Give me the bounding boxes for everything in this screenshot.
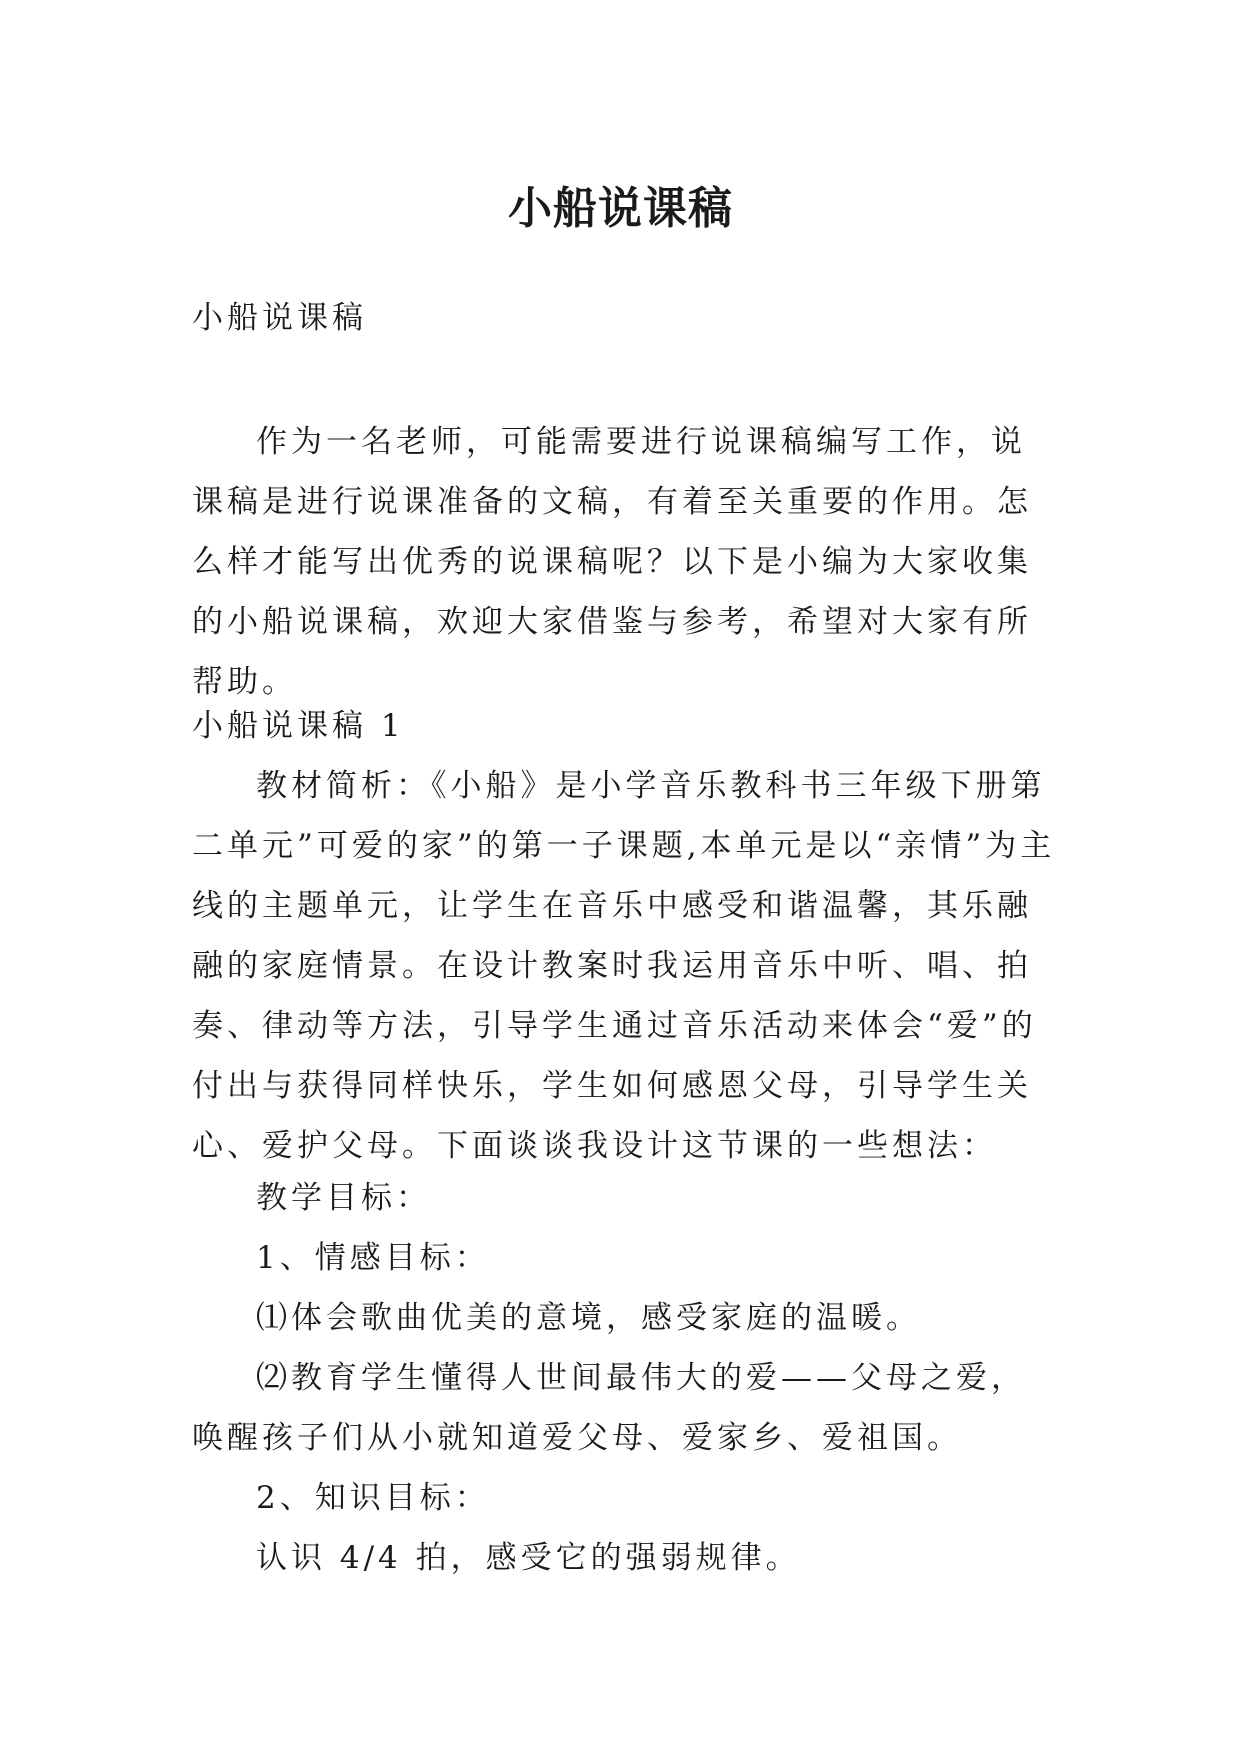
emotion-goal-heading: 1、情感目标： [256,1240,490,1276]
emotion-goal-item: ⑴体会歌曲优美的意境，感受家庭的温暖。 [256,1300,921,1336]
intro-paragraph: 作为一名老师，可能需要进行说课稿编写工作，说课稿是进行说课准备的文稿，有着至关重要的作用。怎么样才能写出优秀的说课稿呢？以下是小编为大家收集的小船说课稿，欢迎大家借鉴与参考，希望对大家有所帮助。 [192,424,1032,700]
material-analysis-paragraph: 教材简析：《小船》是小学音乐教科书三年级下册第二单元”可爱的家”的第一子课题,本单元是以“亲情”为主线的主题单元，让学生在音乐中感受和谐温馨，其乐融融的家庭情景。在设计教案时我运用音乐中听、唱、拍奏、律动等方法，引导学生通过音乐活动来体会“爱”的付出与获得同样快乐，学生如何感恩父母，引导学生关心、爱护父母。下面谈谈我设计这节课的一些想法： [192,768,1056,1164]
document-title: 小船说课稿 [508,183,733,235]
document-subtitle: 小船说课稿 [192,300,367,336]
section-heading: 小船说课稿 1 [192,708,405,744]
knowledge-goal-item: 认识 4/4 拍，感受它的强弱规律。 [256,1540,801,1576]
knowledge-goal-heading: 2、知识目标： [256,1480,490,1516]
teaching-goals-heading: 教学目标： [256,1180,431,1216]
emotion-goal-item: ⑵教育学生懂得人世间最伟大的爱——父母之爱，唤醒孩子们从小就知道爱父母、爱家乡、爱祖国。 [192,1360,1026,1456]
